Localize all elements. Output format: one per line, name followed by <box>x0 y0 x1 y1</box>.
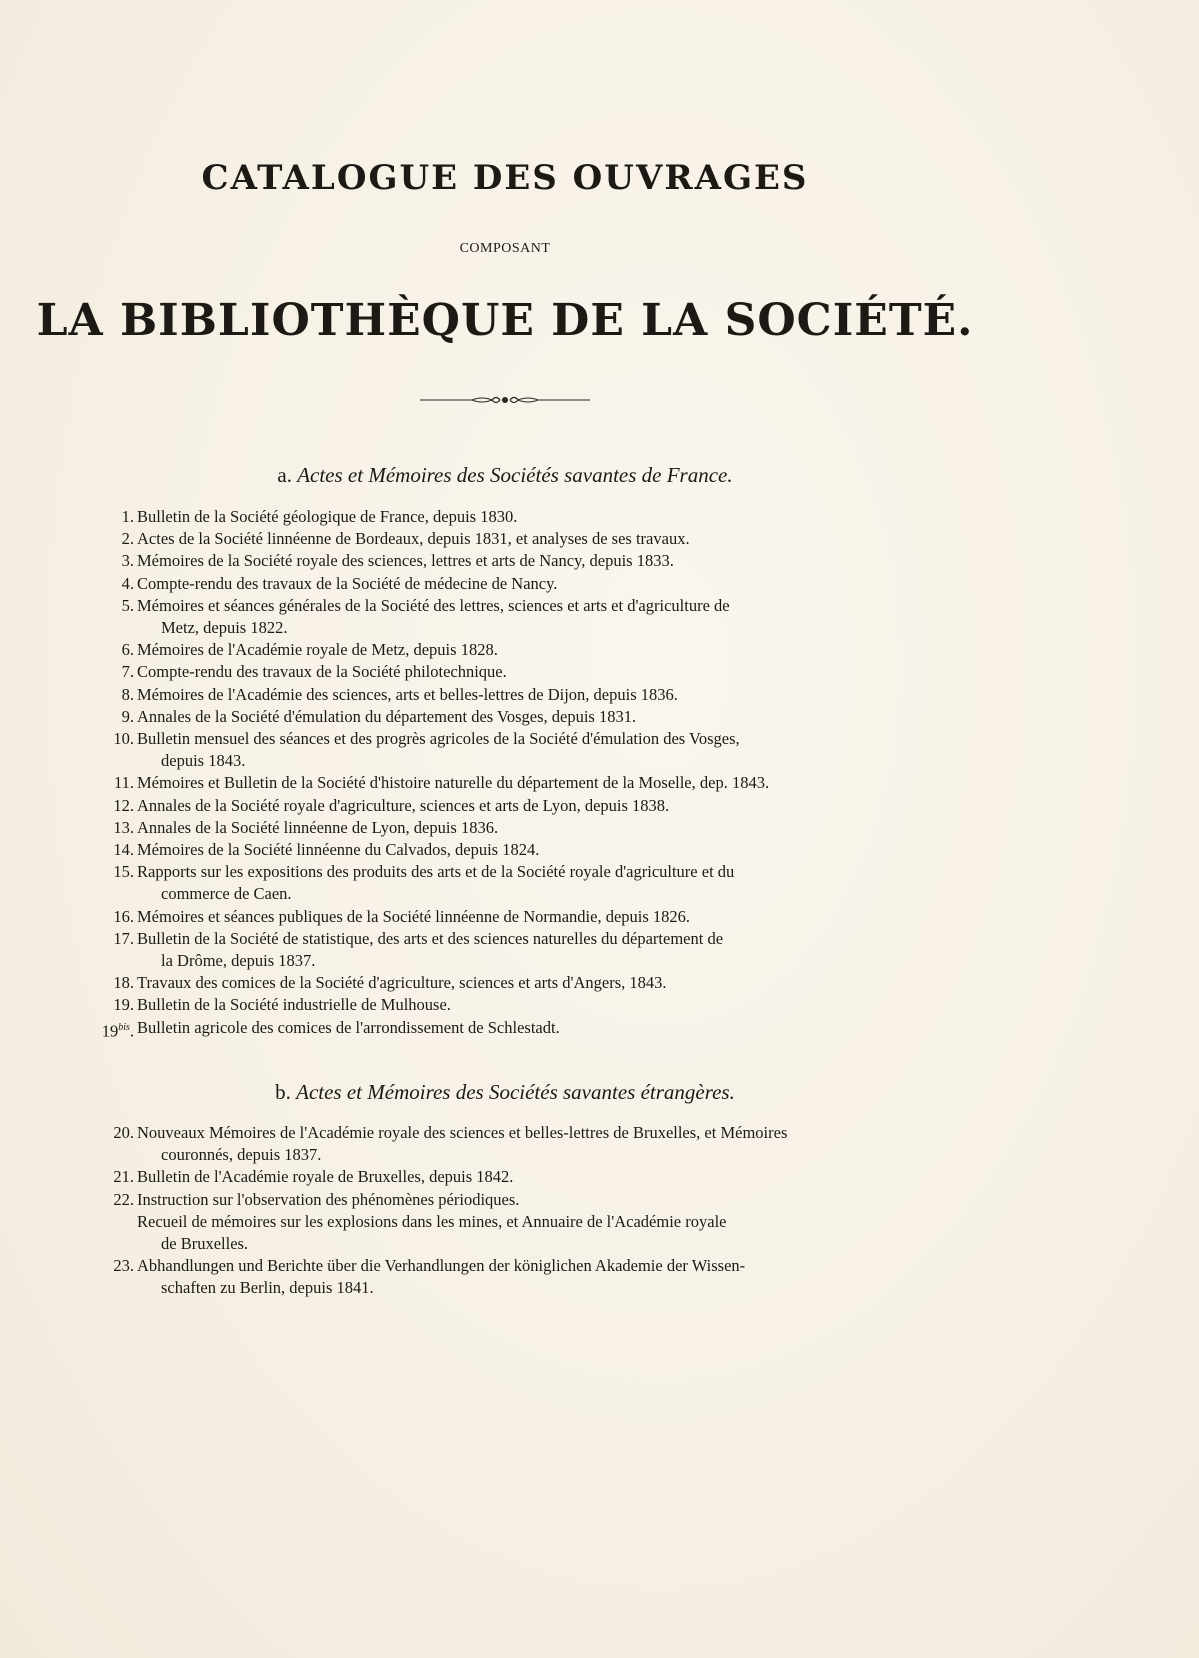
list-item <box>96 1166 902 1188</box>
entry-number <box>96 839 136 861</box>
entry-list-b <box>96 1122 902 1300</box>
entry-number <box>96 1255 136 1277</box>
entry-number <box>96 861 136 883</box>
list-item <box>96 1017 902 1043</box>
entry-text <box>136 994 902 1016</box>
entry-text <box>136 639 902 661</box>
entry-number <box>96 994 136 1016</box>
entry-text <box>136 1122 902 1166</box>
entry-text-line: Annales de la Société d'émulation du département des Vosges, depuis 1831. <box>137 706 637 726</box>
list-item <box>96 639 902 661</box>
entry-number-value: 23. <box>113 1256 134 1276</box>
list-item <box>96 550 902 572</box>
entry-text-line: Mémoires de la Société royale des sciences, lettres et arts de Nancy, depuis 1833. <box>137 551 674 571</box>
list-item <box>96 1189 902 1211</box>
entry-text <box>136 1211 902 1255</box>
entry-text <box>136 928 902 972</box>
entry-text <box>136 728 902 772</box>
entry-text <box>136 795 902 817</box>
entry-text-continuation: commerce de Caen. <box>161 884 292 904</box>
entry-text <box>136 684 902 706</box>
entry-text-line: Nouveaux Mémoires de l'Académie royale des sciences et belles-lettres de Bruxelles, et Mémoires <box>137 1123 788 1142</box>
entry-text-line: Mémoires et Bulletin de la Société d'histoire naturelle du département de la Moselle, dep. 1843. <box>137 773 770 793</box>
entry-number-value: 10. <box>113 729 134 749</box>
list-item <box>96 728 902 772</box>
entry-number-value: 1. <box>121 507 134 526</box>
list-item <box>96 528 902 550</box>
entry-text <box>136 573 902 595</box>
entry-number <box>96 506 136 528</box>
entry-number-value: 2. <box>121 529 134 549</box>
entry-number <box>96 661 136 683</box>
list-item <box>96 817 902 839</box>
entry-text-line: Annales de la Société linnéenne de Lyon, depuis 1836. <box>137 817 499 837</box>
section-heading-b <box>0 1080 1010 1105</box>
list-item <box>96 1211 902 1255</box>
entry-number-value: 19. <box>113 995 134 1015</box>
list-item <box>96 506 902 528</box>
entry-text-line: Bulletin de la Société industrielle de Mulhouse. <box>137 995 451 1015</box>
entry-text-line: Rapports sur les expositions des produits des arts et de la Société royale d'agriculture et du <box>137 862 735 882</box>
entry-text-line: Bulletin agricole des comices de l'arrondissement de Schlestadt. <box>137 1017 560 1037</box>
entry-text <box>136 1255 902 1299</box>
entry-number-value: 6. <box>121 640 134 660</box>
list-item <box>96 994 902 1016</box>
entry-number-value: 12. <box>113 795 134 815</box>
entry-text-continuation: depuis 1843. <box>161 751 246 771</box>
entry-text <box>136 661 902 683</box>
entry-number <box>96 1189 136 1211</box>
list-item <box>96 861 902 905</box>
entry-number <box>96 772 136 794</box>
section-letter: a. <box>277 463 292 487</box>
entry-number-value: 17. <box>113 928 134 948</box>
entry-text-line: Bulletin de la Société de statistique, des arts et des sciences naturelles du département de <box>137 928 724 948</box>
list-item <box>96 972 902 994</box>
entry-number-value: 13. <box>113 817 134 837</box>
section-letter: b. <box>275 1080 291 1104</box>
entry-number-value: 21. <box>113 1167 134 1187</box>
entry-number-value: 15. <box>113 862 134 882</box>
section-name: Actes et Mémoires des Sociétés savantes étrangères. <box>296 1080 735 1104</box>
entry-text-line: Bulletin de l'Académie royale de Bruxelles, depuis 1842. <box>137 1167 514 1187</box>
list-item <box>96 706 902 728</box>
entry-number <box>96 706 136 728</box>
entry-text <box>136 506 902 528</box>
page-subtitle: COMPOSANT <box>459 241 551 256</box>
list-item <box>96 684 902 706</box>
entry-text <box>136 861 902 905</box>
entry-number <box>96 595 136 617</box>
entry-text <box>136 1189 902 1211</box>
entry-number <box>96 817 136 839</box>
section-name: Actes et Mémoires des Sociétés savantes de France. <box>297 463 733 487</box>
entry-number <box>96 639 136 661</box>
entry-text-line: Compte-rendu des travaux de la Société philotechnique. <box>137 662 507 682</box>
entry-text <box>136 972 902 994</box>
entry-number-superscript: bis <box>118 1021 130 1033</box>
entry-text-line: Mémoires de la Société linnéenne du Calvados, depuis 1824. <box>137 840 540 860</box>
entry-text-line: Travaux des comices de la Société d'agriculture, sciences et arts d'Angers, 1843. <box>137 973 667 993</box>
list-item <box>96 595 902 639</box>
entry-text <box>136 817 902 839</box>
entry-number <box>96 573 136 595</box>
entry-text-line: Instruction sur l'observation des phénomènes périodiques. <box>137 1189 520 1209</box>
decorative-divider-icon <box>420 392 590 408</box>
entry-text-continuation: couronnés, depuis 1837. <box>161 1145 322 1165</box>
list-item <box>96 661 902 683</box>
entry-number-value: 9. <box>121 706 134 726</box>
section-heading-a <box>0 463 1010 488</box>
entry-number <box>96 928 136 950</box>
entry-number <box>96 1166 136 1188</box>
entry-number <box>96 1122 136 1144</box>
entry-text-line: Recueil de mémoires sur les explosions dans les mines, et Annuaire de l'Académie royale <box>137 1211 727 1231</box>
entry-text-line: Bulletin mensuel des séances et des progrès agricoles de la Société d'émulation des Vosges, <box>137 729 740 749</box>
entry-text <box>136 772 902 794</box>
entry-text-line: Mémoires et séances publiques de la Société linnéenne de Normandie, depuis 1826. <box>137 906 691 926</box>
entry-text <box>136 1017 902 1039</box>
entry-number <box>96 1017 136 1043</box>
entry-text-line: Abhandlungen und Berichte über die Verhandlungen der königlichen Akademie der Wissen- <box>137 1256 746 1276</box>
entry-text <box>136 1166 902 1188</box>
entry-number <box>96 906 136 928</box>
entry-number-value: 5. <box>121 595 134 615</box>
entry-number-value: 4. <box>121 573 134 593</box>
entry-text-continuation: de Bruxelles. <box>161 1234 249 1254</box>
list-item <box>96 772 902 794</box>
entry-text <box>136 706 902 728</box>
list-item <box>96 1122 902 1166</box>
list-item <box>96 573 902 595</box>
entry-text <box>136 839 902 861</box>
entry-text-line: Annales de la Société royale d'agriculture, sciences et arts de Lyon, depuis 1838. <box>137 795 670 815</box>
list-item <box>96 795 902 817</box>
entry-text <box>136 595 902 639</box>
entry-text-line: Compte-rendu des travaux de la Société de médecine de Nancy. <box>137 573 558 593</box>
entry-text-line: Mémoires de l'Académie des sciences, arts et belles-lettres de Dijon, depuis 1836. <box>137 684 678 704</box>
entry-text-line: Mémoires et séances générales de la Société des lettres, sciences et arts et d'agriculture de <box>137 595 730 615</box>
entry-text <box>136 528 902 550</box>
entry-number <box>96 972 136 994</box>
entry-number-value: 18. <box>113 973 134 993</box>
entry-number-value: 11. <box>113 773 134 793</box>
entry-number-value: 14. <box>113 840 134 860</box>
list-item <box>96 839 902 861</box>
page-title: CATALOGUE DES OUVRAGES <box>201 158 809 198</box>
entry-text-line: Mémoires de l'Académie royale de Metz, depuis 1828. <box>137 640 498 660</box>
entry-number <box>96 795 136 817</box>
entry-number <box>96 528 136 550</box>
entry-number-value: 22. <box>113 1189 134 1209</box>
entry-list-a <box>96 506 902 1042</box>
entry-text <box>136 550 902 572</box>
entry-number-value: 19 <box>101 1021 119 1041</box>
entry-number <box>96 550 136 572</box>
entry-text <box>136 906 902 928</box>
entry-text-line: Actes de la Société linnéenne de Bordeaux, depuis 1831, et analyses de ses travaux. <box>137 529 690 549</box>
entry-number-suffix: . <box>129 1021 134 1041</box>
entry-text-continuation: Metz, depuis 1822. <box>161 618 288 638</box>
page-title-main: LA BIBLIOTHÈQUE DE LA SOCIÉTÉ. <box>36 295 974 346</box>
list-item <box>96 928 902 972</box>
entry-number <box>96 684 136 706</box>
entry-text-continuation: schaften zu Berlin, depuis 1841. <box>161 1278 374 1298</box>
entry-number-value: 7. <box>121 662 134 682</box>
entry-text-line: Bulletin de la Société géologique de France, depuis 1830. <box>137 507 518 526</box>
entry-number-value: 20. <box>113 1123 134 1142</box>
list-item <box>96 906 902 928</box>
list-item <box>96 1255 902 1299</box>
entry-number-value: 3. <box>121 551 134 571</box>
entry-text-continuation: la Drôme, depuis 1837. <box>161 951 316 971</box>
entry-number-value: 8. <box>121 684 134 704</box>
entry-number <box>96 728 136 750</box>
entry-number-value: 16. <box>113 906 134 926</box>
